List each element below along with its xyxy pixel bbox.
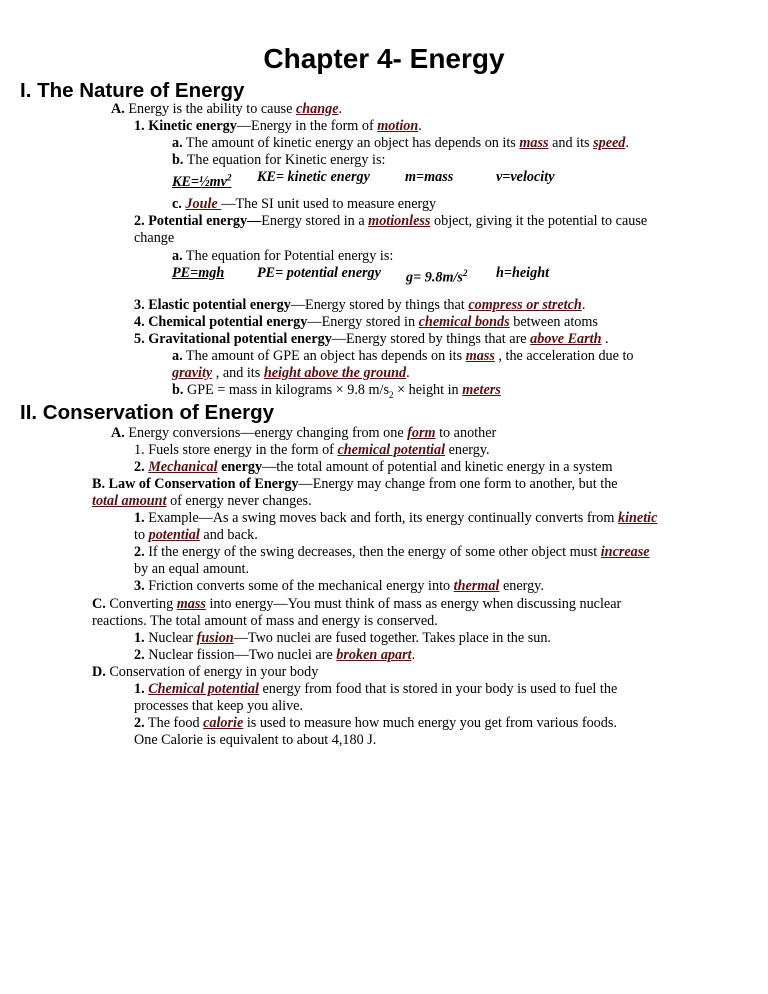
- potential-energy-line: 2. Potential energy—Energy stored in a motionless object, giving it the potential to cause: [134, 213, 648, 229]
- kinetic-def-v: v=velocity: [496, 169, 555, 185]
- section-2-heading: II. Conservation of Energy: [20, 401, 275, 424]
- potential-def-g: $g= 9.8m/s^2$: [406, 268, 468, 286]
- law-line-2: total amount of energy never changes.: [92, 493, 312, 509]
- potential-def-pe: PE= potential energy: [257, 265, 381, 281]
- mass-energy-line-2: reactions. The total amount of mass and energy is conserved.: [92, 613, 438, 629]
- calorie-line: 2. The food calorie is used to measure how much energy you get from various foods.: [134, 715, 617, 731]
- potential-def-h: h=height: [496, 265, 550, 281]
- kinetic-energy-line: 1. Kinetic energy—Energy in the form of motion.: [134, 118, 422, 134]
- swing-example-line-2: to potential and back.: [134, 527, 258, 543]
- page-title: Chapter 4- Energy: [263, 43, 505, 74]
- fuels-line: 1. Fuels store energy in the form of chemical potential energy.: [134, 442, 490, 458]
- body-conservation-line: D. Conservation of energy in your body: [92, 664, 319, 680]
- potential-formula: PE=mgh: [172, 265, 225, 281]
- food-energy-line-2: processes that keep you alive.: [134, 698, 304, 714]
- gravitational-a-line-2: gravity , and its height above the ground.: [172, 365, 410, 381]
- swing-decrease-line-2: by an equal amount.: [134, 561, 250, 577]
- kinetic-a-line: a. The amount of kinetic energy an object has depends on its mass and its speed.: [172, 135, 629, 151]
- kinetic-def-ke: KE= kinetic energy: [257, 169, 370, 185]
- potential-a-line: a. The equation for Potential energy is:: [172, 248, 394, 264]
- gravitational-b-line: b. GPE = mass in kilograms × 9.8 $m/s_2$ × height in meters: [172, 382, 501, 400]
- fission-line: 2. Nuclear fission—Two nuclei are broken apart.: [134, 647, 416, 663]
- kinetic-b-line: b. The equation for Kinetic energy is:: [172, 152, 386, 168]
- kinetic-c-line: c. Joule —The SI unit used to measure energy: [172, 196, 437, 212]
- section-1-heading: I. The Nature of Energy: [20, 79, 245, 102]
- kinetic-def-m: m=mass: [405, 169, 454, 185]
- gravitational-line: 5. Gravitational potential energy—Energy stored by things that are above Earth .: [134, 331, 609, 347]
- gravitational-a-line: a. The amount of GPE an object has depends on its mass , the acceleration due to: [172, 348, 634, 364]
- calorie-line-2: One Calorie is equivalent to about 4,180 J.: [134, 732, 377, 748]
- kinetic-formula: $KE=\frac{1}{2}mv^2$: [172, 172, 232, 190]
- swing-decrease-line: 2. If the energy of the swing decreases, then the energy of some other object must increase: [134, 544, 650, 560]
- conversions-line: A. Energy conversions—energy changing from one form to another: [111, 425, 497, 441]
- mechanical-line: 2. Mechanical energy—the total amount of potential and kinetic energy in a system: [134, 459, 613, 475]
- kinetic-equation: [172, 169, 231, 190]
- potential-energy-line-2: change: [134, 230, 175, 246]
- fusion-line: 1. Nuclear fusion—Two nuclei are fused together. Takes place in the sun.: [134, 630, 551, 646]
- law-line: B. Law of Conservation of Energy—Energy may change from one form to another, but the: [92, 476, 618, 492]
- item-1a: A. Energy is the ability to cause change.: [111, 101, 343, 117]
- friction-line: 3. Friction converts some of the mechanical energy into thermal energy.: [134, 578, 544, 594]
- swing-example-line: 1. Example—As a swing moves back and forth, its energy continually converts from kinetic: [134, 510, 658, 526]
- food-energy-line: 1. Chemical potential energy from food that is stored in your body is used to fuel the: [134, 681, 618, 697]
- elastic-line: 3. Elastic potential energy—Energy stored by things that compress or stretch.: [134, 297, 586, 313]
- mass-energy-line: C. Converting mass into energy—You must think of mass as energy when discussing nuclear: [92, 596, 622, 612]
- chemical-line: 4. Chemical potential energy—Energy stored in chemical bonds between atoms: [134, 314, 598, 330]
